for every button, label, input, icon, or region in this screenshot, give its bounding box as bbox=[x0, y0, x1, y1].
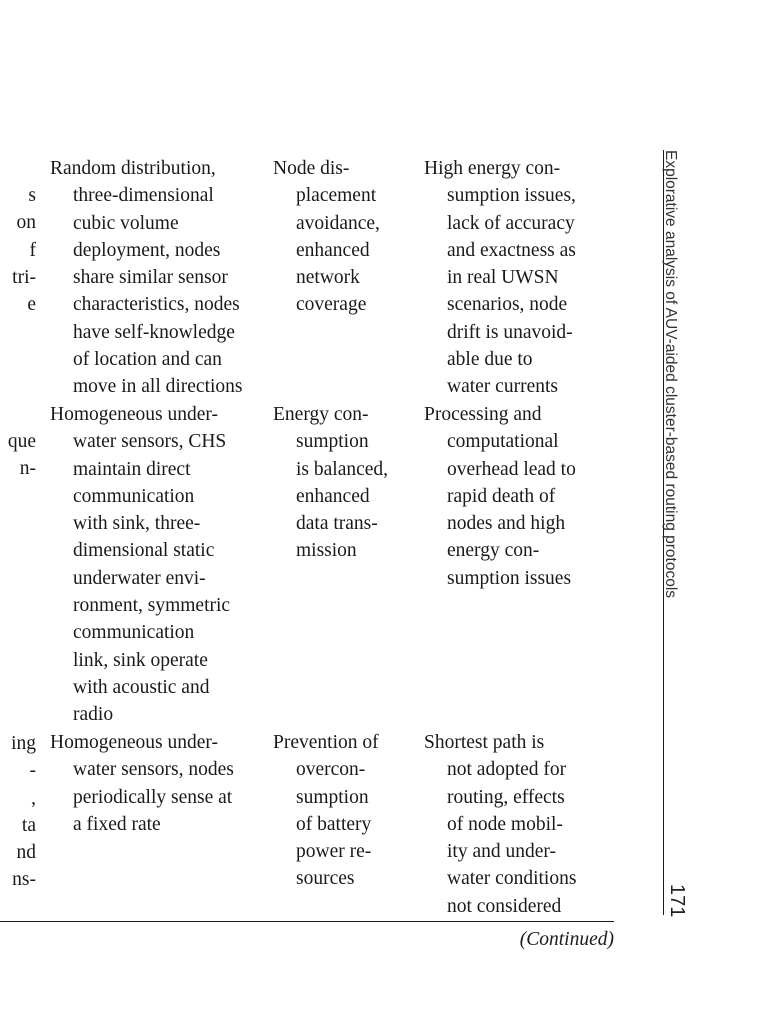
cell-line: with sink, three- bbox=[73, 513, 201, 535]
fragment-line: tri- bbox=[12, 266, 36, 288]
cell-line: coverage bbox=[296, 294, 367, 316]
cell-line: move in all directions bbox=[73, 376, 243, 398]
cell-line: water sensors, CHS bbox=[73, 431, 227, 453]
cell-line: water sensors, nodes bbox=[73, 759, 234, 781]
cell-line: High energy con- bbox=[424, 158, 561, 179]
cell-line: ronment, symmetric bbox=[73, 595, 231, 617]
fragment-line: f bbox=[29, 239, 36, 261]
page-number: 171 bbox=[666, 884, 688, 918]
row3-assumptions-cell bbox=[50, 729, 234, 838]
cell-line: nodes and high bbox=[447, 513, 566, 535]
fragment-line: , bbox=[31, 787, 36, 809]
cell-line: communication bbox=[73, 485, 195, 507]
cell-line: water currents bbox=[447, 376, 558, 398]
cell-line: sumption bbox=[296, 786, 369, 808]
cell-line: lack of accuracy bbox=[447, 212, 575, 234]
cell-line: deployment, nodes bbox=[73, 239, 221, 261]
row2-advantages-cell bbox=[273, 401, 388, 565]
row1-assumptions-cell bbox=[50, 155, 243, 401]
cell-line: scenarios, node bbox=[447, 294, 568, 316]
cell-line: link, sink operate bbox=[73, 649, 208, 671]
cell-line: underwater envi- bbox=[73, 567, 206, 589]
cell-line: enhanced bbox=[296, 485, 370, 507]
cell-line: Homogeneous under- bbox=[50, 732, 219, 753]
cell-line: is balanced, bbox=[296, 458, 389, 480]
row2-limitations-cell bbox=[424, 401, 576, 592]
cell-line: of node mobil- bbox=[447, 813, 563, 835]
row1-fragments bbox=[12, 182, 36, 318]
cell-line: avoidance, bbox=[296, 212, 380, 234]
cell-line: Node dis- bbox=[273, 158, 350, 179]
cell-line: characteristics, nodes bbox=[73, 294, 240, 316]
cell-line: network bbox=[296, 267, 360, 289]
cell-line: sumption issues, bbox=[447, 185, 576, 207]
fragment-line: on bbox=[16, 212, 36, 234]
cell-line: cubic volume bbox=[73, 212, 179, 234]
cell-line: enhanced bbox=[296, 239, 370, 261]
cell-line: sumption bbox=[296, 431, 369, 453]
cell-line: of battery bbox=[296, 813, 372, 835]
cell-line: of location and can bbox=[73, 349, 222, 371]
fragment-line: e bbox=[27, 294, 36, 316]
cell-line: sumption issues bbox=[447, 567, 572, 589]
fragment-line: ns- bbox=[12, 869, 36, 891]
cell-line: a fixed rate bbox=[73, 813, 161, 835]
fragment-line: ta bbox=[21, 814, 36, 836]
fragment-line: que bbox=[7, 431, 36, 452]
cell-line: Shortest path is bbox=[424, 732, 545, 753]
cell-line: have self-knowledge bbox=[73, 321, 235, 343]
cell-line: maintain direct bbox=[73, 458, 191, 480]
row2-assumptions-cell bbox=[50, 401, 230, 729]
row3-advantages-cell bbox=[273, 729, 379, 893]
cell-line: sources bbox=[296, 868, 355, 890]
continued-label: (Continued) bbox=[519, 929, 614, 950]
cell-line: not considered bbox=[447, 895, 562, 917]
fragment-line: ing bbox=[11, 733, 36, 754]
row1-limitations-cell bbox=[424, 155, 576, 401]
cell-line: ity and under- bbox=[447, 841, 556, 863]
cell-line: mission bbox=[296, 540, 357, 562]
row1-advantages-cell bbox=[273, 155, 380, 319]
cell-line: Homogeneous under- bbox=[50, 404, 219, 425]
running-head: Explorative analysis of AUV-aided cluster-based routing protocols bbox=[662, 150, 679, 599]
cell-line: Random distribution, bbox=[50, 158, 216, 179]
cell-line: routing, effects bbox=[447, 786, 565, 808]
cell-line: share similar sensor bbox=[73, 267, 228, 289]
cell-line: placement bbox=[296, 185, 377, 207]
cell-line: and exactness as bbox=[447, 239, 576, 261]
fragment-line: s bbox=[28, 185, 36, 206]
cell-line: not adopted for bbox=[447, 759, 567, 781]
cell-line: rapid death of bbox=[447, 485, 556, 507]
cell-line: periodically sense at bbox=[73, 786, 233, 808]
cell-line: power re- bbox=[296, 841, 372, 863]
fragment-line: nd bbox=[16, 842, 36, 864]
cell-line: energy con- bbox=[447, 540, 540, 562]
cell-line: Prevention of bbox=[273, 732, 379, 753]
table-bottom-rule bbox=[0, 921, 614, 922]
cell-line: in real UWSN bbox=[447, 267, 559, 289]
cell-line: overcon- bbox=[296, 759, 366, 781]
cell-line: with acoustic and bbox=[73, 676, 210, 698]
cell-line: drift is unavoid- bbox=[447, 321, 573, 343]
cell-line: communication bbox=[73, 622, 195, 644]
cell-line: Processing and bbox=[424, 404, 542, 425]
cell-line: radio bbox=[73, 704, 114, 726]
cell-line: computational bbox=[447, 431, 559, 453]
row2-fragments bbox=[8, 428, 36, 483]
cell-line: overhead lead to bbox=[447, 458, 576, 480]
left-column-fragments bbox=[0, 0, 36, 1024]
cell-line: data trans- bbox=[296, 513, 378, 535]
cell-line: dimensional static bbox=[73, 540, 215, 562]
fragment-line: - bbox=[29, 760, 36, 782]
cell-line: able due to bbox=[447, 349, 533, 371]
row3-limitations-cell bbox=[424, 729, 576, 920]
fragment-line: n- bbox=[19, 458, 36, 480]
cell-line: water conditions bbox=[447, 868, 577, 890]
cell-line: Energy con- bbox=[273, 404, 369, 425]
row3-fragments bbox=[11, 730, 36, 894]
cell-line: three-dimensional bbox=[73, 185, 214, 207]
